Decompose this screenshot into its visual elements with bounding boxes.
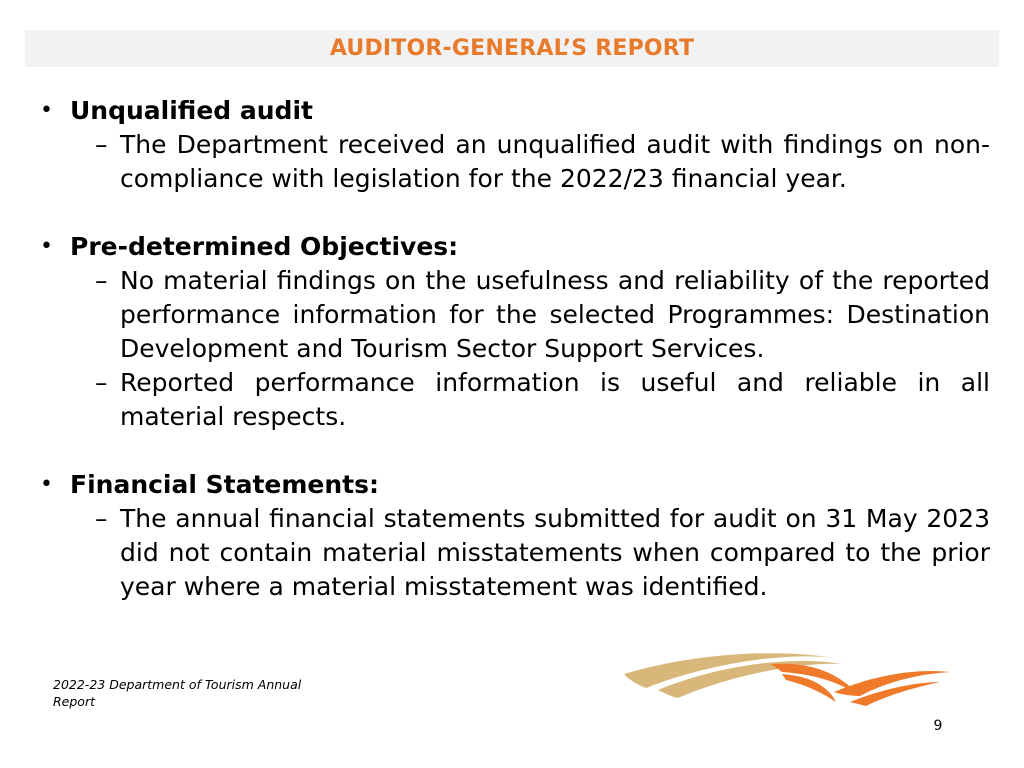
sub-item-text: The annual financial statements submitted for audit on 31 May 2023 did not contain material misstatements when compared to the prior year where a material misstatement was identified.: [120, 504, 990, 601]
footer-report-name: 2022-23 Department of Tourism Annual Report: [53, 677, 302, 709]
section-financial-statements: [40, 468, 990, 604]
dash-icon: –: [95, 266, 108, 295]
section-title: Financial Statements:: [70, 470, 380, 499]
sub-item-text: Reported performance information is useful and reliable in all material respects.: [120, 368, 990, 431]
title-bar: [25, 30, 999, 67]
sub-item-text: No material findings on the usefulness and reliability of the reported performance information for the selected Programmes: Destination Development and Tourism Sector Support Services.: [120, 266, 990, 363]
bullet-row: [40, 230, 990, 264]
dash-icon: –: [95, 504, 108, 533]
slide-content: [40, 94, 990, 604]
dash-icon: –: [95, 368, 108, 397]
sub-item: [95, 128, 990, 196]
section-predetermined-objectives: [40, 230, 990, 434]
page-title: AUDITOR-GENERAL’S REPORT: [329, 36, 695, 61]
section-title: Pre-determined Objectives:: [70, 232, 459, 261]
bullet-icon: •: [40, 98, 53, 123]
dash-icon: –: [95, 130, 108, 159]
bullet-icon: •: [40, 472, 53, 497]
section-title: Unqualified audit: [70, 96, 313, 125]
section-unqualified-audit: [40, 94, 990, 196]
bullet-row: [40, 468, 990, 502]
sub-item: [95, 502, 990, 604]
bullet-row: [40, 94, 990, 128]
page-number: 9: [933, 718, 943, 734]
bullet-icon: •: [40, 234, 53, 259]
sub-item: [95, 366, 990, 434]
sub-item-text: The Department received an unqualified audit with findings on non-compliance with legislation for the 2022/23 financial year.: [120, 130, 990, 193]
sub-item: [95, 264, 990, 366]
swoosh-logo-icon: [622, 650, 952, 712]
